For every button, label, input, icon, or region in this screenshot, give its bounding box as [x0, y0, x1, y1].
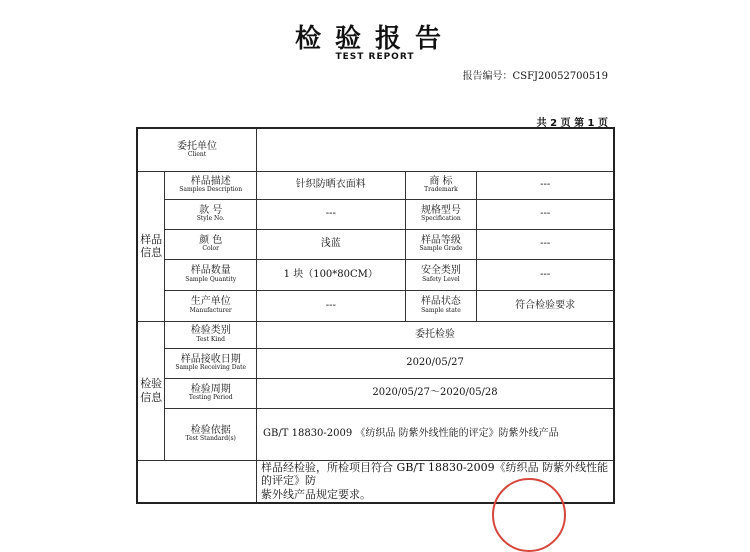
sample-row — [137, 229, 614, 259]
manufacturer-value: --- — [257, 290, 406, 321]
report-table — [136, 127, 615, 504]
report-number: 报告编号：CSFJ20052700519 — [462, 71, 608, 82]
conclusion-line-2: 紫外线产品规定要求。 — [261, 488, 372, 501]
test-group-label: 检验信息 — [137, 321, 165, 460]
safety-label: 安全类别 Safety Level — [405, 259, 477, 290]
test-kind-value: 委托检验 — [257, 321, 614, 348]
red-stamp — [492, 478, 566, 552]
state-label: 样品状态 Sample state — [405, 290, 477, 321]
grade-label: 样品等级 Sample Grade — [405, 229, 477, 259]
specification-label: 规格型号 Specification — [405, 199, 477, 229]
page-info: 共 2 页 第 1 页 — [536, 118, 608, 129]
sample-row — [137, 290, 614, 321]
test-standard-label: 检验依据 Test Standard(s) — [165, 408, 257, 460]
testing-period-value: 2020/05/27～2020/05/28 — [257, 378, 614, 408]
specification-value: --- — [477, 199, 614, 229]
sample-row — [137, 199, 614, 229]
color-label: 颜 色 Color — [165, 229, 257, 259]
color-value: 浅蓝 — [257, 229, 406, 259]
quantity-label: 样品数量 Sample Quantity — [165, 259, 257, 290]
style-no-value: --- — [257, 199, 406, 229]
receiving-date-value: 2020/05/27 — [257, 348, 614, 378]
test-standard-value: GB/T 18830-2009 《纺织品 防紫外线性能的评定》防紫外线产品 — [257, 408, 614, 460]
description-label: 样品描述 Samples Description — [165, 171, 257, 199]
trademark-value: --- — [477, 171, 614, 199]
test-row — [137, 408, 614, 460]
sample-row — [137, 171, 614, 199]
safety-value: --- — [477, 259, 614, 290]
test-row — [137, 348, 614, 378]
trademark-label: 商 标 Trademark — [405, 171, 477, 199]
report-subtitle: TEST REPORT — [335, 52, 415, 62]
client-row — [137, 128, 614, 171]
manufacturer-label: 生产单位 Manufacturer — [165, 290, 257, 321]
test-kind-label: 检验类别 Test Kind — [165, 321, 257, 348]
conclusion-line-1: 样品经检验，所检项目符合 GB/T 18830-2009《纺织品 防紫外线性能的评定》防 — [261, 460, 609, 488]
description-value: 针织防晒衣面料 — [257, 171, 406, 199]
test-row — [137, 321, 614, 348]
sample-row — [137, 259, 614, 290]
test-row — [137, 378, 614, 408]
conclusion-label — [137, 460, 257, 503]
receiving-date-label: 样品接收日期 Sample Receiving Date — [165, 348, 257, 378]
style-no-label: 款 号 Style No. — [165, 199, 257, 229]
report-title: 检验报告 — [294, 24, 455, 54]
sample-group-label: 样品信息 — [137, 171, 165, 321]
testing-period-label: 检验周期 Testing Period — [165, 378, 257, 408]
quantity-value: 1 块（100*80CM） — [257, 259, 406, 290]
grade-value: --- — [477, 229, 614, 259]
client-label: 委托单位 Client — [137, 128, 257, 171]
state-value: 符合检验要求 — [477, 290, 614, 321]
client-value — [257, 128, 614, 171]
